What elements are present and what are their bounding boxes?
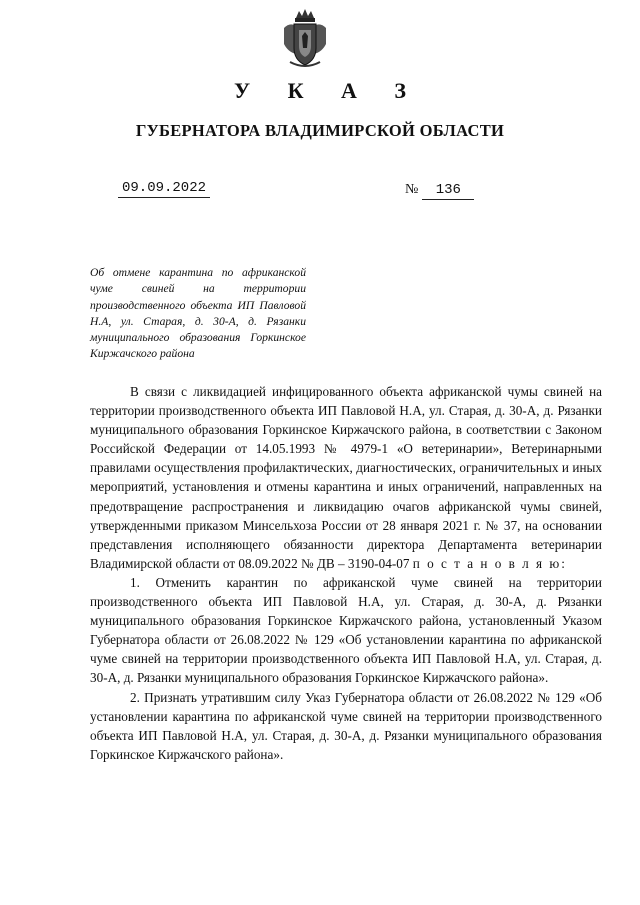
decree-date-field <box>118 180 210 198</box>
decree-word: п о с т а н о в л я ю: <box>412 555 567 571</box>
issuer-title: ГУБЕРНАТОРА ВЛАДИМИРСКОЙ ОБЛАСТИ <box>135 121 505 140</box>
item-2-paragraph: 2. Признать утратившим силу Указ Губернатора области от 26.08.2022 № 129 «Об установлении карантина по африканской чуме свиней на территории производственного объекта ИП Павловой Н.А, ул. Старая, д. 30-А, д. Рязанки муниципального образования Горкинское Киржачского района». <box>90 689 602 762</box>
preamble-text: В связи с ликвидацией инфицированного объекта африканской чумы свиней на территории производственного объекта ИП Павловой Н.А, ул. Старая, д. 30-А, д. Рязанки муниципального образования Горкинское Киржачского района, в соответствии с Законом Российской Федерации от 14.05.1993 № 4979-1 «О ветеринарии», Ветеринарными правилами осуществления профилактических, диагностических, ограничительных и иных мероприятий, установления и отмены карантина и иных ограничений, направленных на предотвращение распространения и ликвидацию очагов африканской чумы свиней, утвержденными приказом Минсельхоза России от 28 января 2021 г. № 37, на основании представления исполняющего обязанности директора Департамента ветеринарии Владимирской области от 08.09.2022 № ДВ – 3190-04-07 <box>90 384 602 571</box>
decree-date: 09.09.2022 <box>121 180 206 196</box>
decree-number-field <box>405 181 493 200</box>
document-type-title: У К А З <box>233 78 423 103</box>
decree-number: 136 <box>422 182 474 200</box>
item-1-paragraph: 1. Отменить карантин по африканской чуме свиней на территории производственного объекта ИП Павловой Н.А, ул. Старая, д. 30-А, д. Рязанки муниципального образования Горкинское Киржачского района, установленный Указом Губернатора области от 26.08.2022 № 129 «Об установлении карантина по африканской чуме свиней на территории производственного объекта ИП Павловой Н.А, ул. Старая, д. 30-А, д. Рязанки муниципального образования Горкинское Киржачского района». <box>90 574 602 686</box>
number-sign: № <box>405 182 419 197</box>
decree-subject: Об отмене карантина по африканской чуме свиней на территории производственного объекта ИП Павловой Н.А, ул. Старая, д. 30-А, д. Рязанки муниципального образования Горкинское Киржачского района <box>90 266 306 361</box>
decree-body <box>90 382 602 764</box>
preamble-paragraph <box>90 382 602 573</box>
coat-of-arms-icon <box>282 8 328 70</box>
